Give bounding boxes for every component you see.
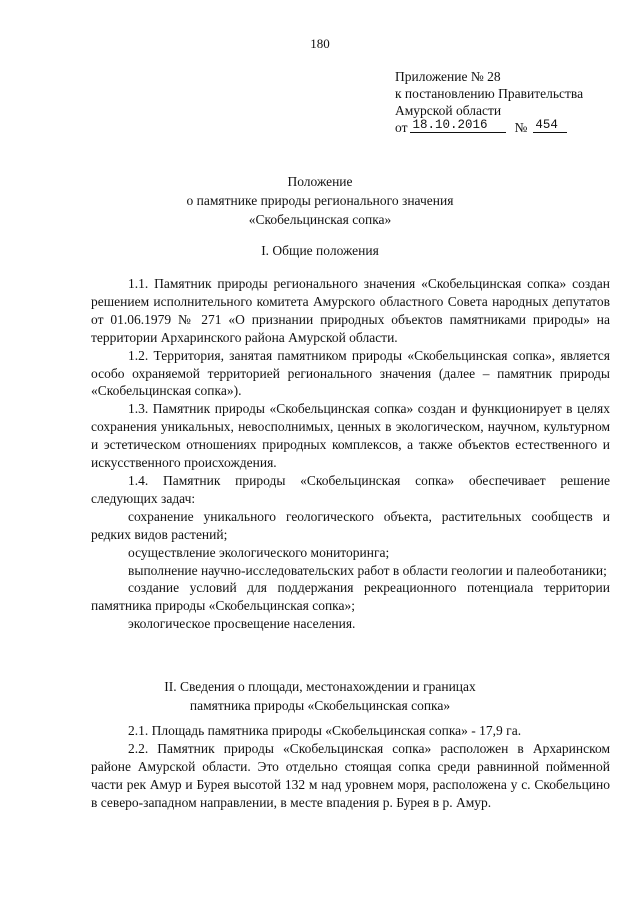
resolution-date: 18.10.2016 bbox=[410, 118, 506, 133]
section-2-heading-line-1: II. Сведения о площади, местонахождении и границах bbox=[164, 679, 476, 694]
task-item-4: создание условий для поддержания рекреационного потенциала территории памятника природы «Скобельцинская сопка»; bbox=[91, 580, 610, 614]
task-item-5: экологическое просвещение населения. bbox=[128, 616, 356, 632]
title-line-2: о памятнике природы регионального значения bbox=[186, 193, 454, 208]
number-label: № bbox=[514, 120, 528, 135]
paragraph-2-1: 2.1. Площадь памятника природы «Скобельцинская сопка» - 17,9 га. bbox=[128, 723, 522, 738]
section-2-body bbox=[91, 722, 610, 812]
paragraph-2-2: 2.2. Памятник природы «Скобельцинская сопка» расположен в Архаринском районе Амурской области. Это отдельно стоящая сопка среди равнинной пойменной части рек Амур и Бурея высотой 132 м над уровнем моря, расположена у с. Скобельцино в северо-западном направлении, в месте впадения р. Бурея в р. Амур. bbox=[91, 740, 610, 810]
task-item-2: осуществление экологического мониторинга; bbox=[128, 544, 390, 560]
section-1-heading: I. Общие положения bbox=[261, 243, 379, 258]
page-number: 180 bbox=[310, 36, 330, 51]
section-2-heading bbox=[0, 677, 640, 715]
appendix-region: Амурской области bbox=[395, 103, 502, 118]
appendix-date-line bbox=[395, 119, 625, 136]
paragraph-1-4: 1.4. Памятник природы «Скобельцинская сопка» обеспечивает решение следующих задач: bbox=[91, 472, 610, 506]
paragraph-1-1: 1.1. Памятник природы регионального значения «Скобельцинская сопка» создан решением исполнительного комитета Амурского областного Совета народных депутатов от 01.06.1979 № 271 «О признании природных объектов памятниками природы» на территории Архаринского района Амурской области. bbox=[91, 276, 610, 345]
title-line-3: «Скобельцинская сопка» bbox=[248, 212, 392, 227]
resolution-number: 454 bbox=[533, 118, 567, 133]
paragraph-1-3: 1.3. Памятник природы «Скобельцинская сопка» создан и функционирует в целях сохранения уникальных, невосполнимых, ценных в экологическом, научном, культурном и эстетическом отношениях природных комплексов, а также объектов естественного и искусственного происхождения. bbox=[91, 401, 610, 471]
task-item-1: сохранение уникального геологического объекта, растительных сообществ и редких видов растений; bbox=[91, 508, 610, 542]
appendix-resolution: к постановлению Правительства bbox=[395, 86, 584, 101]
title-line-1: Положение bbox=[287, 174, 353, 189]
task-item-3: выполнение научно-исследовательских работ в области геологии и палеоботаники; bbox=[128, 562, 607, 578]
section-1-body bbox=[91, 275, 610, 633]
paragraph-1-2: 1.2. Территория, занятая памятником природы «Скобельцинская сопка», является особо охраняемой территорией регионального значения (далее – памятник природы «Скобельцинская сопка»). bbox=[91, 347, 610, 399]
section-2-heading-line-2: памятника природы «Скобельцинская сопка» bbox=[189, 698, 451, 713]
appendix-number: Приложение № 28 bbox=[395, 69, 501, 84]
appendix-block bbox=[395, 68, 625, 136]
document-title bbox=[0, 172, 640, 229]
from-label: от bbox=[395, 120, 408, 135]
